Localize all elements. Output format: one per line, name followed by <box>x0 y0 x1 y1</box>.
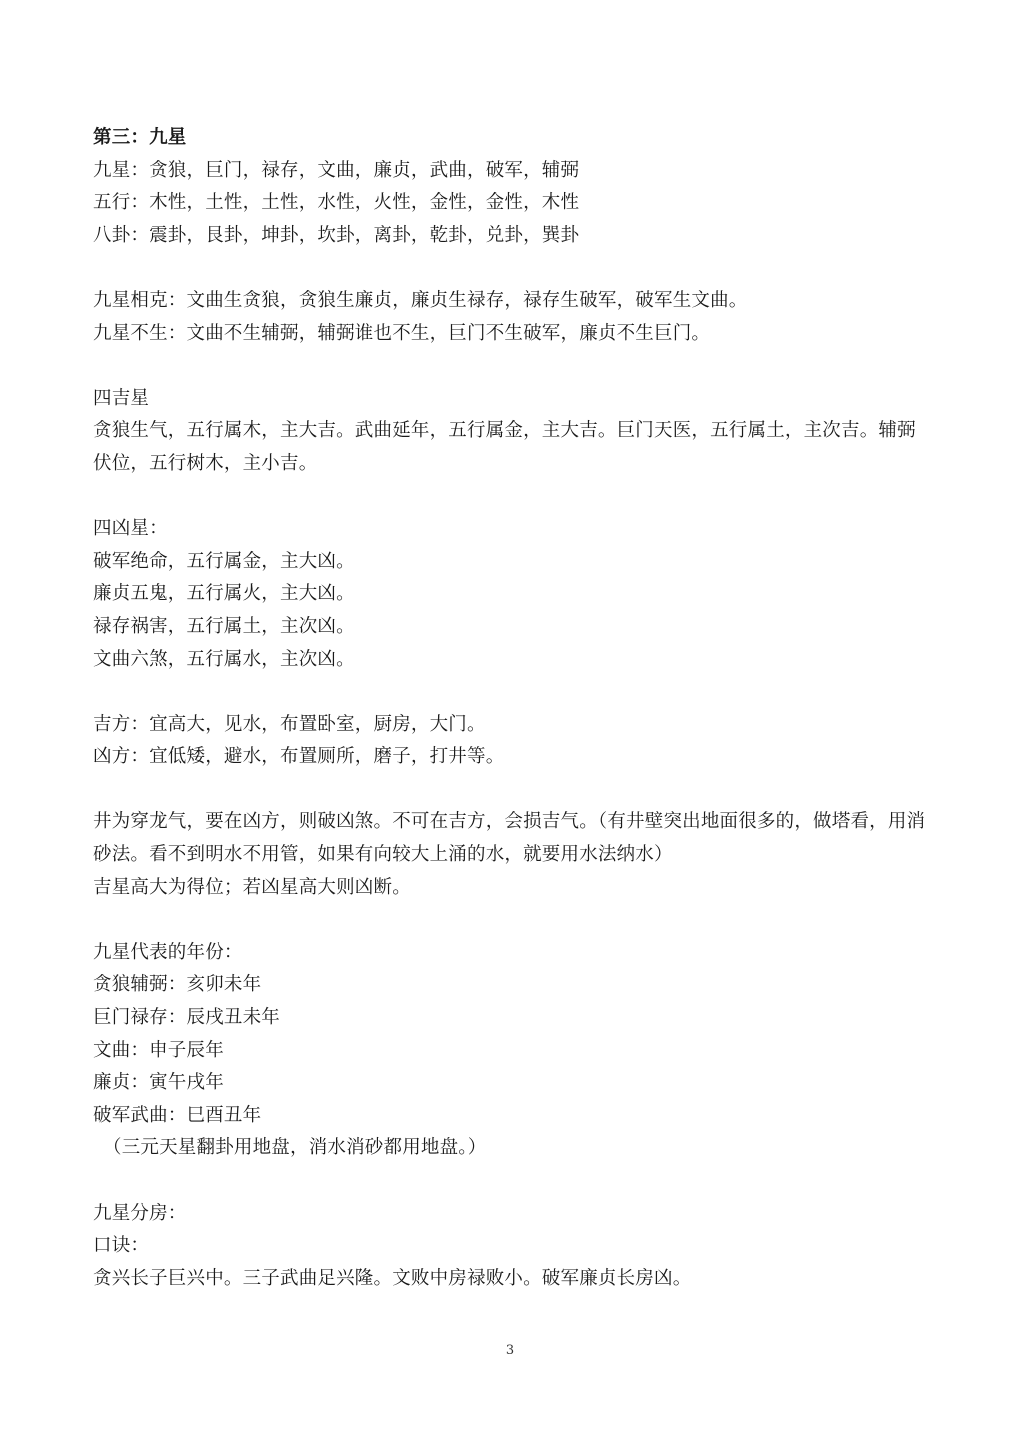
elements-line: 五行：木性，土性，土性，水性，火性，金性，金性，木性 <box>93 192 580 214</box>
paragraph-gap <box>93 252 933 285</box>
lucky-direction: 吉方：宜高大，见水，布置卧室，厨房，大门。 <box>93 713 486 735</box>
four-evil-item: 文曲六煞，五行属水，主次凶。 <box>93 648 355 670</box>
four-evil-item: 廉贞五鬼，五行属火，主大凶。 <box>93 583 355 605</box>
years-item: 文曲：申子辰年 <box>93 1039 224 1061</box>
paragraph-gap <box>93 481 933 514</box>
paragraph-gap <box>93 904 933 937</box>
paragraph-gap <box>93 774 933 807</box>
years-item: 巨门禄存：辰戌丑未年 <box>93 1007 281 1029</box>
years-item: 贪狼辅弼：亥卯未年 <box>93 974 262 996</box>
height-rule: 吉星高大为得位；若凶星高大则凶断。 <box>93 876 411 898</box>
paragraph-gap <box>93 1165 933 1198</box>
years-item: 廉贞：寅午戌年 <box>93 1072 224 1094</box>
formula-label: 口诀： <box>93 1235 150 1257</box>
page-number: 3 <box>505 1343 515 1358</box>
evil-direction: 凶方：宜低矮，避水，布置厕所，磨子，打井等。 <box>93 746 505 768</box>
formula-text: 贪兴长子巨兴中。三子武曲足兴隆。文败中房禄败小。破军廉贞长房凶。 <box>93 1267 692 1289</box>
generate-relations: 九星相克：文曲生贪狼，贪狼生廉贞，廉贞生禄存，禄存生破军，破军生文曲。 <box>93 289 748 311</box>
four-lucky-text: 贪狼生气，五行属木，主大吉。武曲延年，五行属金，主大吉。巨门天医，五行属土，主次吉。辅弼伏位，五行树木，主小吉。 <box>93 420 916 474</box>
four-evil-item: 破军绝命，五行属金，主大凶。 <box>93 550 355 572</box>
not-generate-relations: 九星不生：文曲不生辅弼，辅弼谁也不生，巨门不生破军，廉贞不生巨门。 <box>93 322 711 344</box>
houses-heading: 九星分房： <box>93 1202 187 1224</box>
paragraph-gap <box>93 676 933 709</box>
section-title: 第三：九星 <box>93 127 187 148</box>
well-paragraph: 井为穿龙气，要在凶方，则破凶煞。不可在吉方，会损吉气。（有井壁突出地面很多的，做塔看，用消砂法。看不到明水不用管，如果有向较大上涌的水，就要用水法纳水） <box>93 811 926 866</box>
years-item: 破军武曲：巳酉丑年 <box>93 1104 262 1126</box>
four-lucky-heading: 四吉星 <box>93 387 150 409</box>
stars-line: 九星：贪狼，巨门，禄存，文曲，廉贞，武曲，破军，辅弼 <box>93 159 580 181</box>
years-note: （三元天星翻卦用地盘，消水消砂都用地盘。） <box>103 1137 487 1159</box>
four-evil-item: 禄存祸害，五行属土，主次凶。 <box>93 615 355 637</box>
trigrams-line: 八卦：震卦，艮卦，坤卦，坎卦，离卦，乾卦，兑卦，巽卦 <box>93 224 580 246</box>
four-evil-heading: 四凶星： <box>93 518 168 540</box>
years-heading: 九星代表的年份： <box>93 941 243 963</box>
paragraph-gap <box>93 350 933 383</box>
document-body <box>93 122 933 1295</box>
